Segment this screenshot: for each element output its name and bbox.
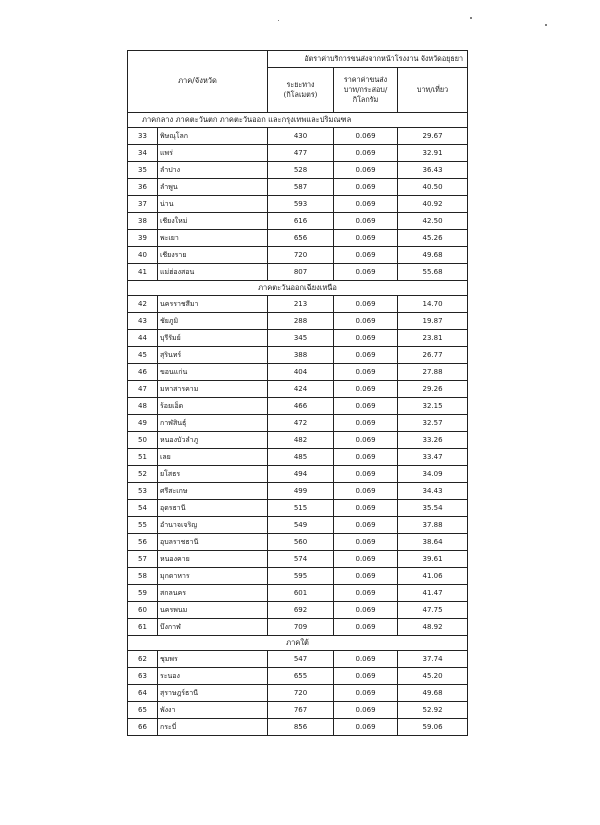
row-number: 62 xyxy=(128,651,158,668)
rate-cell: 0.069 xyxy=(334,415,398,432)
table-row xyxy=(128,415,468,432)
province-name: กระบี่ xyxy=(158,719,268,736)
distance-cell: 424 xyxy=(268,381,334,398)
rate-cell: 0.069 xyxy=(334,196,398,213)
rate-cell: 0.069 xyxy=(334,162,398,179)
table-row xyxy=(128,347,468,364)
rate-cell: 0.069 xyxy=(334,264,398,281)
rate-cell: 0.069 xyxy=(334,432,398,449)
table-row xyxy=(128,466,468,483)
price-cell: 39.61 xyxy=(398,551,468,568)
rate-cell: 0.069 xyxy=(334,449,398,466)
distance-cell: 656 xyxy=(268,230,334,247)
province-name: แม่ฮ่องสอน xyxy=(158,264,268,281)
row-number: 50 xyxy=(128,432,158,449)
distance-cell: 720 xyxy=(268,247,334,264)
distance-cell: 807 xyxy=(268,264,334,281)
section-title: ภาคตะวันออกเฉียงเหนือ xyxy=(128,281,468,296)
price-cell: 33.26 xyxy=(398,432,468,449)
price-cell: 34.43 xyxy=(398,483,468,500)
distance-cell: 430 xyxy=(268,128,334,145)
row-number: 40 xyxy=(128,247,158,264)
table-row xyxy=(128,213,468,230)
scan-speck xyxy=(545,24,547,26)
rate-cell: 0.069 xyxy=(334,551,398,568)
table-row xyxy=(128,364,468,381)
province-name: อุดรธานี xyxy=(158,500,268,517)
price-cell: 32.15 xyxy=(398,398,468,415)
price-cell: 32.91 xyxy=(398,145,468,162)
province-name: พิษณุโลก xyxy=(158,128,268,145)
row-number: 45 xyxy=(128,347,158,364)
row-number: 38 xyxy=(128,213,158,230)
province-name: ร้อยเอ็ด xyxy=(158,398,268,415)
row-number: 33 xyxy=(128,128,158,145)
rate-cell: 0.069 xyxy=(334,296,398,313)
table-row xyxy=(128,162,468,179)
table-row xyxy=(128,585,468,602)
section-header-row xyxy=(128,113,468,128)
rate-cell: 0.069 xyxy=(334,585,398,602)
province-name: แพร่ xyxy=(158,145,268,162)
table-row xyxy=(128,685,468,702)
table-row xyxy=(128,196,468,213)
table-row xyxy=(128,145,468,162)
table-row xyxy=(128,551,468,568)
distance-cell: 549 xyxy=(268,517,334,534)
province-name: อุบลราชธานี xyxy=(158,534,268,551)
distance-cell: 547 xyxy=(268,651,334,668)
rate-cell: 0.069 xyxy=(334,466,398,483)
price-cell: 14.70 xyxy=(398,296,468,313)
province-name: บึงกาฬ xyxy=(158,619,268,636)
distance-cell: 345 xyxy=(268,330,334,347)
province-name: ลำพูน xyxy=(158,179,268,196)
price-cell: 32.57 xyxy=(398,415,468,432)
distance-cell: 388 xyxy=(268,347,334,364)
distance-cell: 494 xyxy=(268,466,334,483)
row-number: 55 xyxy=(128,517,158,534)
price-cell: 40.92 xyxy=(398,196,468,213)
row-number: 44 xyxy=(128,330,158,347)
price-cell: 42.50 xyxy=(398,213,468,230)
price-cell: 38.64 xyxy=(398,534,468,551)
section-title: ภาคใต้ xyxy=(128,636,468,651)
scan-speck xyxy=(470,17,472,19)
price-cell: 37.74 xyxy=(398,651,468,668)
distance-cell: 515 xyxy=(268,500,334,517)
row-number: 52 xyxy=(128,466,158,483)
rate-cell: 0.069 xyxy=(334,330,398,347)
row-number: 34 xyxy=(128,145,158,162)
price-cell: 33.47 xyxy=(398,449,468,466)
row-number: 37 xyxy=(128,196,158,213)
table-row xyxy=(128,702,468,719)
shipping-rate-table xyxy=(127,50,468,736)
rate-cell: 0.069 xyxy=(334,517,398,534)
row-number: 63 xyxy=(128,668,158,685)
row-number: 59 xyxy=(128,585,158,602)
table-row xyxy=(128,330,468,347)
distance-cell: 499 xyxy=(268,483,334,500)
province-name: น่าน xyxy=(158,196,268,213)
province-name: บุรีรัมย์ xyxy=(158,330,268,347)
rate-cell: 0.069 xyxy=(334,534,398,551)
distance-cell: 709 xyxy=(268,619,334,636)
price-header: บาท/เที่ยว xyxy=(398,68,468,113)
province-name: สุราษฎร์ธานี xyxy=(158,685,268,702)
table-row xyxy=(128,483,468,500)
province-name: ลำปาง xyxy=(158,162,268,179)
row-number: 42 xyxy=(128,296,158,313)
distance-cell: 601 xyxy=(268,585,334,602)
table-row xyxy=(128,602,468,619)
table-row xyxy=(128,449,468,466)
rate-cell: 0.069 xyxy=(334,398,398,415)
price-cell: 59.06 xyxy=(398,719,468,736)
price-cell: 27.88 xyxy=(398,364,468,381)
province-name: กาฬสินธุ์ xyxy=(158,415,268,432)
row-number: 64 xyxy=(128,685,158,702)
rate-cell: 0.069 xyxy=(334,685,398,702)
distance-cell: 466 xyxy=(268,398,334,415)
rate-cell: 0.069 xyxy=(334,128,398,145)
table-row xyxy=(128,668,468,685)
price-cell: 41.47 xyxy=(398,585,468,602)
table-row xyxy=(128,230,468,247)
province-name: เชียงราย xyxy=(158,247,268,264)
price-cell: 35.54 xyxy=(398,500,468,517)
row-number: 47 xyxy=(128,381,158,398)
table-row xyxy=(128,719,468,736)
price-cell: 36.43 xyxy=(398,162,468,179)
distance-cell: 574 xyxy=(268,551,334,568)
table-row xyxy=(128,128,468,145)
distance-cell: 767 xyxy=(268,702,334,719)
row-number: 61 xyxy=(128,619,158,636)
distance-cell: 595 xyxy=(268,568,334,585)
rate-cell: 0.069 xyxy=(334,619,398,636)
row-number: 39 xyxy=(128,230,158,247)
rate-cell: 0.069 xyxy=(334,230,398,247)
price-cell: 23.81 xyxy=(398,330,468,347)
province-name: สกลนคร xyxy=(158,585,268,602)
row-number: 60 xyxy=(128,602,158,619)
rate-cell: 0.069 xyxy=(334,568,398,585)
distance-cell: 482 xyxy=(268,432,334,449)
price-cell: 49.68 xyxy=(398,685,468,702)
table-row xyxy=(128,568,468,585)
price-cell: 47.75 xyxy=(398,602,468,619)
table-row xyxy=(128,247,468,264)
distance-cell: 485 xyxy=(268,449,334,466)
table-row xyxy=(128,517,468,534)
header-row xyxy=(128,51,468,68)
distance-cell: 616 xyxy=(268,213,334,230)
province-name: นครพนม xyxy=(158,602,268,619)
rate-cell: 0.069 xyxy=(334,602,398,619)
rate-cell: 0.069 xyxy=(334,668,398,685)
table-row xyxy=(128,651,468,668)
distance-header: ระยะทาง (กิโลเมตร) xyxy=(268,68,334,113)
distance-cell: 472 xyxy=(268,415,334,432)
price-cell: 26.77 xyxy=(398,347,468,364)
table-row xyxy=(128,398,468,415)
price-cell: 34.09 xyxy=(398,466,468,483)
province-name: พังงา xyxy=(158,702,268,719)
province-name: มหาสารคาม xyxy=(158,381,268,398)
price-cell: 40.50 xyxy=(398,179,468,196)
table-row xyxy=(128,432,468,449)
province-name: ศรีสะเกษ xyxy=(158,483,268,500)
province-name: เชียงใหม่ xyxy=(158,213,268,230)
rate-cell: 0.069 xyxy=(334,213,398,230)
price-cell: 49.68 xyxy=(398,247,468,264)
price-cell: 52.92 xyxy=(398,702,468,719)
price-cell: 45.26 xyxy=(398,230,468,247)
province-name: หนองบัวลำภู xyxy=(158,432,268,449)
row-number: 53 xyxy=(128,483,158,500)
distance-cell: 213 xyxy=(268,296,334,313)
rate-cell: 0.069 xyxy=(334,247,398,264)
rate-cell: 0.069 xyxy=(334,651,398,668)
distance-cell: 655 xyxy=(268,668,334,685)
distance-cell: 477 xyxy=(268,145,334,162)
province-name: ขอนแก่น xyxy=(158,364,268,381)
rate-cell: 0.069 xyxy=(334,145,398,162)
rate-cell: 0.069 xyxy=(334,179,398,196)
table-row xyxy=(128,534,468,551)
row-number: 57 xyxy=(128,551,158,568)
distance-cell: 587 xyxy=(268,179,334,196)
price-cell: 41.06 xyxy=(398,568,468,585)
row-number: 56 xyxy=(128,534,158,551)
row-number: 46 xyxy=(128,364,158,381)
table-row xyxy=(128,313,468,330)
table-row xyxy=(128,179,468,196)
province-name: ระนอง xyxy=(158,668,268,685)
table-row xyxy=(128,296,468,313)
table-row xyxy=(128,381,468,398)
rate-cell: 0.069 xyxy=(334,381,398,398)
row-number: 48 xyxy=(128,398,158,415)
row-number: 43 xyxy=(128,313,158,330)
section-header-row xyxy=(128,281,468,296)
region-province-header: ภาค/จังหวัด xyxy=(128,51,268,113)
province-name: อำนาจเจริญ xyxy=(158,517,268,534)
rate-cell: 0.069 xyxy=(334,483,398,500)
price-cell: 29.26 xyxy=(398,381,468,398)
distance-cell: 720 xyxy=(268,685,334,702)
price-cell: 48.92 xyxy=(398,619,468,636)
rate-cell: 0.069 xyxy=(334,313,398,330)
province-name: นครราชสีมา xyxy=(158,296,268,313)
rate-header: ราคาค่าขนส่ง บาท/กระสอบ/ กิโลกรัม xyxy=(334,68,398,113)
row-number: 35 xyxy=(128,162,158,179)
distance-cell: 288 xyxy=(268,313,334,330)
table-row xyxy=(128,500,468,517)
distance-cell: 560 xyxy=(268,534,334,551)
rate-cell: 0.069 xyxy=(334,364,398,381)
rate-cell: 0.069 xyxy=(334,702,398,719)
province-name: ชุมพร xyxy=(158,651,268,668)
province-name: มุกดาหาร xyxy=(158,568,268,585)
section-title: ภาคกลาง ภาคตะวันตก ภาคตะวันออก และกรุงเทพและปริมณฑล xyxy=(128,113,468,128)
price-cell: 37.88 xyxy=(398,517,468,534)
table-row xyxy=(128,619,468,636)
price-cell: 29.67 xyxy=(398,128,468,145)
row-number: 66 xyxy=(128,719,158,736)
price-cell: 45.20 xyxy=(398,668,468,685)
distance-cell: 692 xyxy=(268,602,334,619)
distance-cell: 404 xyxy=(268,364,334,381)
province-name: ยโสธร xyxy=(158,466,268,483)
row-number: 51 xyxy=(128,449,158,466)
row-number: 65 xyxy=(128,702,158,719)
province-name: สุรินทร์ xyxy=(158,347,268,364)
distance-cell: 528 xyxy=(268,162,334,179)
province-name: ชัยภูมิ xyxy=(158,313,268,330)
row-number: 49 xyxy=(128,415,158,432)
distance-cell: 593 xyxy=(268,196,334,213)
province-name: หนองคาย xyxy=(158,551,268,568)
section-header-row xyxy=(128,636,468,651)
table-title: อัตราค่าบริการขนส่งจากหน้าโรงงาน จังหวัดอยุธยา xyxy=(268,51,468,68)
distance-cell: 856 xyxy=(268,719,334,736)
province-name: เลย xyxy=(158,449,268,466)
row-number: 36 xyxy=(128,179,158,196)
scan-speck xyxy=(278,20,279,21)
table-row xyxy=(128,264,468,281)
row-number: 58 xyxy=(128,568,158,585)
province-name: พะเยา xyxy=(158,230,268,247)
rate-cell: 0.069 xyxy=(334,719,398,736)
rate-cell: 0.069 xyxy=(334,500,398,517)
price-cell: 55.68 xyxy=(398,264,468,281)
row-number: 54 xyxy=(128,500,158,517)
price-cell: 19.87 xyxy=(398,313,468,330)
row-number: 41 xyxy=(128,264,158,281)
rate-cell: 0.069 xyxy=(334,347,398,364)
